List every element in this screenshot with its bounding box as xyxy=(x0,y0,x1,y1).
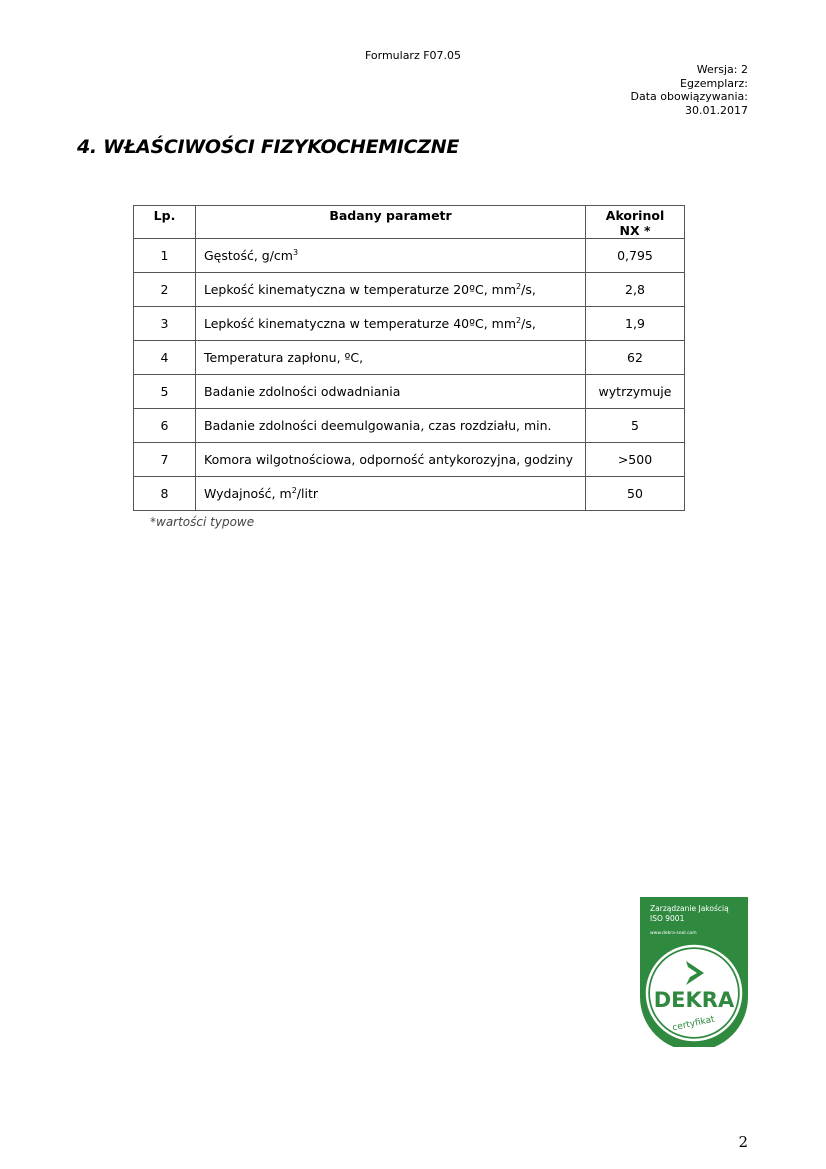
row-param: Gęstość, $g/cm^3$ xyxy=(196,239,586,273)
row-value: 1,9 xyxy=(586,307,685,341)
row-lp: 4 xyxy=(134,341,196,375)
dekra-certificate-logo xyxy=(640,897,748,1047)
cert-line1: Zarządzanie Jakością xyxy=(650,904,729,913)
valid-date: 30.01.2017 xyxy=(685,103,748,117)
row-lp: 7 xyxy=(134,443,196,477)
copy-number: Egzemplarz: xyxy=(680,76,748,90)
row-lp: 3 xyxy=(134,307,196,341)
table-row xyxy=(134,443,685,477)
row-param: Lepkość kinematyczna w temperaturze 40ºC, $mm^2/s$, xyxy=(196,307,586,341)
cert-line2: ISO 9001 xyxy=(650,914,685,923)
table-row xyxy=(134,273,685,307)
row-lp: 5 xyxy=(134,375,196,409)
row-param: Badanie zdolności deemulgowania, czas rozdziału, min. xyxy=(196,409,586,443)
table-row xyxy=(134,477,685,511)
row-value: 2,8 xyxy=(586,273,685,307)
row-param: Temperatura zapłonu, ºC, xyxy=(196,341,586,375)
form-code: Formularz F07.05 xyxy=(364,49,462,62)
table-row xyxy=(134,307,685,341)
row-value: 50 xyxy=(586,477,685,511)
table-row xyxy=(134,409,685,443)
section-title: 4. WŁAŚCIWOŚCI FIZYKOCHEMICZNE xyxy=(77,136,460,158)
row-value: 62 xyxy=(586,341,685,375)
header-lp: Lp. xyxy=(134,206,196,239)
page-number: 2 xyxy=(738,1133,748,1151)
table-row xyxy=(134,341,685,375)
row-value: 0,795 xyxy=(586,239,685,273)
cert-brand: DEKRA xyxy=(653,988,735,1012)
table-header-row xyxy=(134,206,685,239)
header-param: Badany parametr xyxy=(196,206,586,239)
row-lp: 8 xyxy=(134,477,196,511)
row-param: Komora wilgotnościowa, odporność antykorozyjna, godziny xyxy=(196,443,586,477)
row-param: Badanie zdolności odwadniania xyxy=(196,375,586,409)
header-value: Akorinol NX * xyxy=(586,206,685,239)
document-meta xyxy=(631,63,749,117)
footnote: *wartości typowe xyxy=(150,515,255,529)
row-param: Wydajność, $m^2$/litr xyxy=(196,477,586,511)
valid-label: Data obowiązywania: xyxy=(630,90,748,103)
row-value: 5 xyxy=(586,409,685,443)
table-row xyxy=(134,375,685,409)
row-value: wytrzymuje xyxy=(586,375,685,409)
properties-table xyxy=(133,205,685,511)
version: Wersja: 2 xyxy=(696,63,748,76)
row-value: >500 xyxy=(586,443,685,477)
table-row xyxy=(134,239,685,273)
row-lp: 6 xyxy=(134,409,196,443)
cert-url: www.dekra-seal.com xyxy=(650,931,697,936)
cert-label: certyfikat xyxy=(671,1014,716,1034)
row-lp: 1 xyxy=(134,239,196,273)
row-param: Lepkość kinematyczna w temperaturze 20ºC, $mm^2/s$, xyxy=(196,273,586,307)
row-lp: 2 xyxy=(134,273,196,307)
